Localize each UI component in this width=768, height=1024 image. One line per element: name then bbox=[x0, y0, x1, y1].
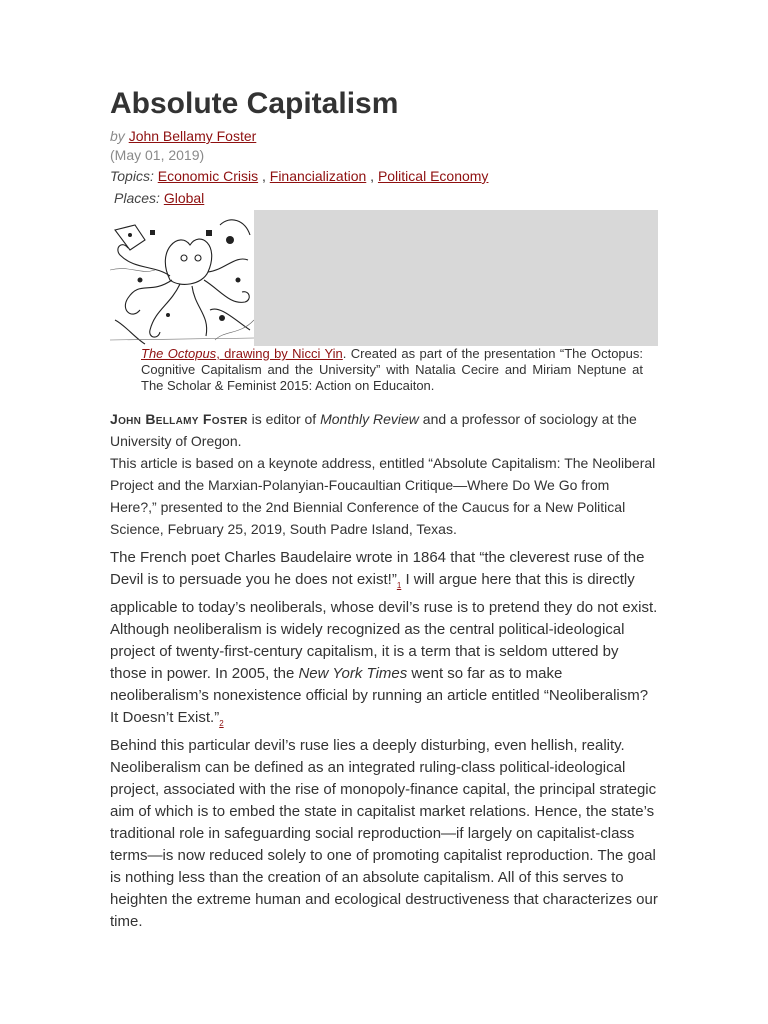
bio-note: This article is based on a keynote address, entitled “Absolute Capitalism: The Neoliberal Project and the Marxian-Polanyian-Foucaultian Critique—Where Do We Go from Here?,” presented to the 2nd Biennial Conference of the Caucus for a New Political Science, February 25, 2019, South Padre Island, Texas. bbox=[110, 455, 656, 537]
p1-nyt: New York Times bbox=[298, 665, 408, 682]
author-bio bbox=[110, 408, 658, 540]
topic-link-economic-crisis[interactable]: Economic Crisis bbox=[157, 168, 259, 184]
caption-link[interactable] bbox=[141, 346, 343, 361]
topics-label: Topics: bbox=[110, 168, 154, 184]
by-label: by bbox=[110, 128, 125, 144]
figure-placeholder bbox=[254, 210, 658, 346]
topic-link-political-economy[interactable]: Political Economy bbox=[377, 168, 489, 184]
place-link-global[interactable]: Global bbox=[163, 190, 205, 206]
footnote-link-1[interactable]: 1 bbox=[396, 581, 402, 590]
p1-part-c: went so far as to make neoliberalism’s nonexistence official by running an article entitled “Neoliberalism? It Doesn’t Exist.” bbox=[110, 665, 649, 726]
caption-text: . Created as part of the presentation “The Octopus: Cognitive Capitalism and the University” with Natalia Cecire and Miriam Neptune at The Scholar & Feminist 2015: Action on Educaiton. bbox=[141, 346, 643, 393]
topic-link-financialization[interactable]: Financialization bbox=[269, 168, 367, 184]
paragraph-1 bbox=[110, 547, 658, 735]
places-label: Places: bbox=[114, 190, 160, 206]
bio-line bbox=[110, 408, 658, 452]
topic-separator: , bbox=[366, 168, 378, 184]
places-row bbox=[114, 189, 204, 207]
p1-part-a: The French poet Charles Baudelaire wrote in 1864 that “the cleverest ruse of the Devil is to persuade you he does not exist!” bbox=[110, 549, 645, 588]
byline bbox=[110, 127, 256, 145]
p1-part-b: I will argue here that this is directly applicable to today’s neoliberals, whose devil’s ruse is to pretend they do not exist. Although neoliberalism is widely recognized as the central political-ideological project of twenty-first-century capitalism, it is a term that is seldom uttered by those in power. In 2005, the bbox=[110, 571, 658, 682]
article-title: Absolute Capitalism bbox=[110, 87, 399, 120]
caption-link-rest: , drawing by Nicci Yin bbox=[216, 346, 343, 361]
bio-author-name: John Bellamy Foster bbox=[110, 411, 248, 427]
topics-row bbox=[110, 167, 488, 185]
bio-journal: Monthly Review bbox=[320, 411, 419, 427]
paragraph-2: Behind this particular devil’s ruse lies a deeply disturbing, even hellish, reality. Neoliberalism can be defined as an integrated ruling-class political-ideological project, associated with the rise of monopoly-finance capital, the principal strategic aim of which is to embed the state in capitalist market relations. Hence, the state’s traditional role in safeguarding social reproduction—if largely on capitalist-class terms—is now reduced solely to one of promoting capitalist reproduction. The goal is nothing less than the creation of an absolute capitalism. All of this serves to heighten the extreme human and ecological destructiveness that characterizes our time. bbox=[110, 737, 658, 930]
publish-date: (May 01, 2019) bbox=[110, 147, 205, 163]
figure-caption bbox=[141, 346, 643, 394]
topic-separator: , bbox=[258, 168, 270, 184]
octopus-drawing-svg bbox=[110, 210, 254, 346]
article-body bbox=[110, 547, 658, 933]
bio-text-end: and a professor of sociology at the University of Oregon. bbox=[110, 411, 637, 449]
bio-text-mid: is editor of bbox=[247, 411, 321, 427]
octopus-drawing-icon bbox=[110, 210, 254, 346]
caption-link-title: The Octopus bbox=[141, 346, 217, 361]
author-link[interactable]: John Bellamy Foster bbox=[128, 128, 257, 144]
footnote-link-2[interactable]: 2 bbox=[219, 719, 224, 728]
